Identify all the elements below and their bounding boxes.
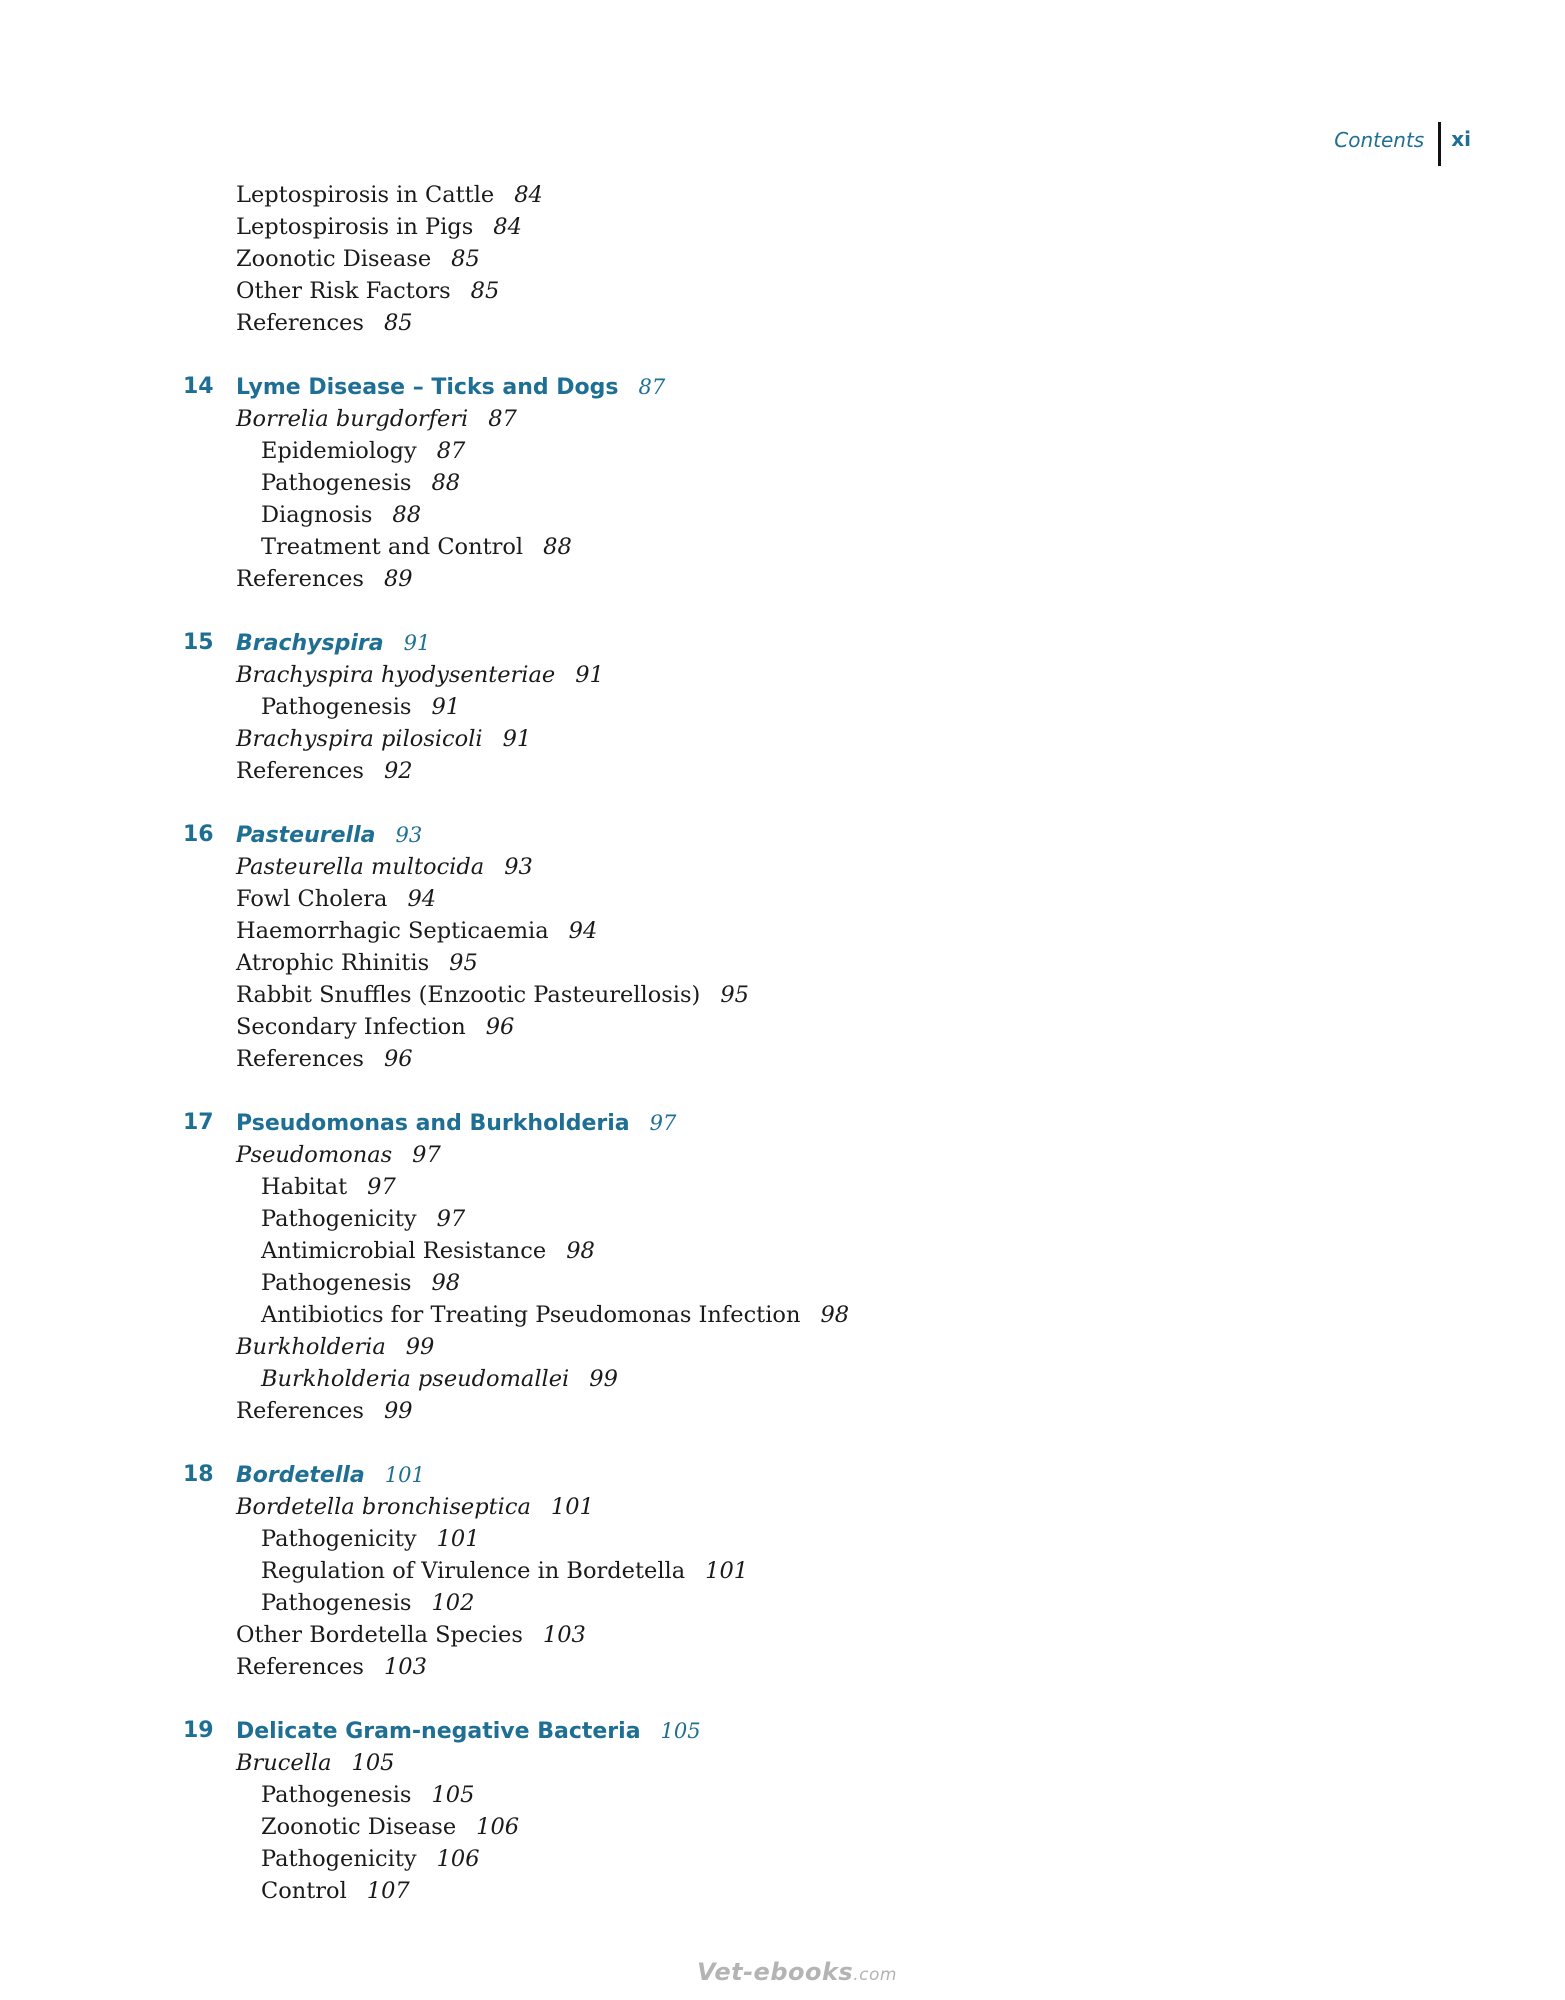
chapter-heading-16[interactable] <box>0 819 1565 851</box>
chapter-number: 16 <box>183 822 214 847</box>
toc-subentry[interactable] <box>0 1555 1565 1587</box>
toc-entry-page: 105 <box>351 1750 395 1776</box>
toc-entry-title: References <box>236 758 364 784</box>
chapter-number: 17 <box>183 1110 214 1135</box>
toc-entry-page: 91 <box>575 662 604 688</box>
toc-entry-title: Other Risk Factors <box>236 278 451 304</box>
toc-entry-page: 95 <box>449 950 478 976</box>
toc-entry-title: Antibiotics for Treating Pseudomonas Infection <box>261 1302 801 1328</box>
toc-entry-title: References <box>236 310 364 336</box>
toc-entry-page: 101 <box>705 1558 749 1584</box>
table-of-contents <box>0 179 1565 1907</box>
toc-entry-title: Pseudomonas <box>236 1142 393 1168</box>
toc-entry-page: 96 <box>485 1014 515 1040</box>
toc-entry-title: Haemorrhagic Septicaemia <box>236 918 549 944</box>
toc-entry-page: 85 <box>470 278 500 304</box>
toc-entry-page: 84 <box>493 214 522 240</box>
toc-entry-title: Pathogenesis <box>261 1590 412 1616</box>
toc-entry-title: Regulation of Virulence in Bordetella <box>261 1558 686 1584</box>
toc-entry-page: 97 <box>412 1142 441 1168</box>
toc-entry-title: Fowl Cholera <box>236 886 388 912</box>
toc-entry-title: Atrophic Rhinitis <box>236 950 430 976</box>
toc-subentry[interactable] <box>0 1875 1565 1907</box>
page-number: xi <box>1451 127 1471 151</box>
toc-entry[interactable] <box>0 179 1565 211</box>
chapter-heading-18[interactable] <box>0 1459 1565 1491</box>
toc-entry-title: References <box>236 566 364 592</box>
toc-entry-page: 107 <box>366 1878 410 1904</box>
toc-entry-title: Secondary Infection <box>236 1014 466 1040</box>
toc-entry-title: Antimicrobial Resistance <box>261 1238 547 1264</box>
toc-entry-page: 103 <box>542 1622 586 1648</box>
toc-subentry[interactable] <box>0 531 1565 563</box>
chapter-heading-17[interactable] <box>0 1107 1565 1139</box>
toc-subentry[interactable] <box>0 1363 1565 1395</box>
toc-entry-title: Zoonotic Disease <box>236 246 432 272</box>
toc-subentry[interactable] <box>0 499 1565 531</box>
toc-entry[interactable] <box>0 883 1565 915</box>
toc-entry[interactable] <box>0 851 1565 883</box>
toc-entry-title: Diagnosis <box>261 502 373 528</box>
chapter-number: 18 <box>183 1462 214 1487</box>
toc-entry-page: 89 <box>383 566 413 592</box>
toc-entry-title: Pathogenesis <box>261 470 412 496</box>
watermark-logo <box>697 1958 897 1986</box>
toc-subentry[interactable] <box>0 691 1565 723</box>
toc-entry-title: Treatment and Control <box>261 534 524 560</box>
toc-entry-page: 94 <box>568 918 598 944</box>
toc-entry-page: 102 <box>431 1590 475 1616</box>
toc-entry[interactable] <box>0 563 1565 595</box>
toc-entry[interactable] <box>0 1331 1565 1363</box>
toc-entry[interactable] <box>0 755 1565 787</box>
toc-entry-page: 88 <box>392 502 422 528</box>
toc-subentry[interactable] <box>0 1267 1565 1299</box>
toc-entry-page: 91 <box>431 694 461 720</box>
toc-entry-title: Brachyspira pilosicoli <box>236 726 483 752</box>
chapter-number: 19 <box>183 1718 214 1743</box>
chapter-title: Bordetella <box>236 1463 365 1488</box>
chapter-page: 91 <box>403 631 431 655</box>
toc-subentry[interactable] <box>0 1235 1565 1267</box>
chapter-page: 105 <box>660 1719 701 1743</box>
chapter-page: 87 <box>638 375 666 399</box>
toc-subentry[interactable] <box>0 435 1565 467</box>
toc-entry-page: 95 <box>720 982 749 1008</box>
watermark-text: Vet-ebooks <box>697 1958 854 1986</box>
toc-entry[interactable] <box>0 1395 1565 1427</box>
toc-entry-title: Pathogenesis <box>261 1782 412 1808</box>
toc-entry-page: 85 <box>451 246 480 272</box>
toc-entry-page: 99 <box>383 1398 413 1424</box>
toc-entry-page: 85 <box>383 310 413 336</box>
toc-entry[interactable] <box>0 1139 1565 1171</box>
toc-entry-title: Brucella <box>236 1750 332 1776</box>
toc-entry[interactable] <box>0 403 1565 435</box>
toc-entry-page: 91 <box>502 726 532 752</box>
toc-entry-page: 99 <box>405 1334 435 1360</box>
toc-entry-page: 98 <box>431 1270 461 1296</box>
chapter-heading-19[interactable] <box>0 1715 1565 1747</box>
toc-entry-title: Zoonotic Disease <box>261 1814 457 1840</box>
running-header <box>1334 122 1471 166</box>
toc-entry-page: 103 <box>383 1654 427 1680</box>
toc-entry-page: 87 <box>488 406 517 432</box>
toc-subentry[interactable] <box>0 1171 1565 1203</box>
toc-entry-title: Pasteurella multocida <box>236 854 485 880</box>
toc-entry-title: Rabbit Snuffles (Enzootic Pasteurellosis) <box>236 982 701 1008</box>
chapter-title: Pseudomonas and Burkholderia <box>236 1111 630 1136</box>
toc-entry-page: 94 <box>407 886 437 912</box>
toc-entry-title: Bordetella bronchiseptica <box>236 1494 531 1520</box>
toc-entry[interactable] <box>0 979 1565 1011</box>
toc-entry-title: Brachyspira hyodysenteriae <box>236 662 556 688</box>
toc-entry-page: 98 <box>820 1302 850 1328</box>
toc-entry-title: Control <box>261 1878 347 1904</box>
chapter-title: Lyme Disease – Ticks and Dogs <box>236 375 619 400</box>
toc-entry-page: 105 <box>431 1782 475 1808</box>
chapter-page: 93 <box>395 823 423 847</box>
toc-subentry[interactable] <box>0 1779 1565 1811</box>
chapter-page: 101 <box>384 1463 425 1487</box>
toc-entry-title: Pathogenesis <box>261 694 412 720</box>
toc-entry[interactable] <box>0 1011 1565 1043</box>
toc-entry[interactable] <box>0 915 1565 947</box>
toc-entry-page: 93 <box>504 854 533 880</box>
chapter-number: 15 <box>183 630 214 655</box>
toc-entry-page: 87 <box>436 438 466 464</box>
toc-entry-page: 88 <box>543 534 572 560</box>
toc-entry[interactable] <box>0 1619 1565 1651</box>
toc-entry-title: Other Bordetella Species <box>236 1622 523 1648</box>
toc-subentry[interactable] <box>0 1587 1565 1619</box>
toc-entry-title: References <box>236 1654 364 1680</box>
toc-entry[interactable] <box>0 1491 1565 1523</box>
toc-entry[interactable] <box>0 1747 1565 1779</box>
toc-entry[interactable] <box>0 275 1565 307</box>
header-divider <box>1438 122 1441 166</box>
toc-subentry[interactable] <box>0 467 1565 499</box>
toc-entry[interactable] <box>0 307 1565 339</box>
toc-subentry[interactable] <box>0 1811 1565 1843</box>
toc-entry-page: 97 <box>436 1206 466 1232</box>
toc-entry-page: 96 <box>383 1046 413 1072</box>
toc-entry-page: 97 <box>367 1174 396 1200</box>
toc-entry-title: Leptospirosis in Cattle <box>236 182 495 208</box>
toc-entry-page: 101 <box>550 1494 594 1520</box>
toc-entry[interactable] <box>0 659 1565 691</box>
toc-entry-page: 92 <box>383 758 413 784</box>
toc-entry-title: References <box>236 1398 364 1424</box>
toc-entry-title: Epidemiology <box>261 438 417 464</box>
chapter-title: Pasteurella <box>236 823 376 848</box>
toc-entry[interactable] <box>0 243 1565 275</box>
toc-subentry[interactable] <box>0 1203 1565 1235</box>
toc-entry-title: Burkholderia pseudomallei <box>261 1366 570 1392</box>
toc-entry-title: Habitat <box>261 1174 348 1200</box>
toc-subentry[interactable] <box>0 1299 1565 1331</box>
chapter-heading-14[interactable] <box>0 371 1565 403</box>
toc-entry-page: 106 <box>476 1814 520 1840</box>
toc-entry-page: 98 <box>566 1238 595 1264</box>
toc-entry-page: 99 <box>589 1366 618 1392</box>
watermark-suffix: .com <box>853 1965 897 1985</box>
running-header-title: Contents <box>1334 128 1425 152</box>
toc-entry[interactable] <box>0 211 1565 243</box>
toc-entry-title: Borrelia burgdorferi <box>236 406 469 432</box>
toc-entry[interactable] <box>0 947 1565 979</box>
toc-entry-title: References <box>236 1046 364 1072</box>
toc-entry-title: Pathogenicity <box>261 1206 417 1232</box>
toc-subentry[interactable] <box>0 1523 1565 1555</box>
chapter-heading-15[interactable] <box>0 627 1565 659</box>
toc-entry-title: Pathogenicity <box>261 1846 417 1872</box>
chapter-title: Brachyspira <box>236 631 384 656</box>
toc-entry-title: Pathogenicity <box>261 1526 417 1552</box>
toc-entry-page: 84 <box>514 182 543 208</box>
toc-entry-title: Burkholderia <box>236 1334 386 1360</box>
toc-subentry[interactable] <box>0 1843 1565 1875</box>
chapter-title: Delicate Gram-negative Bacteria <box>236 1719 641 1744</box>
chapter-number: 14 <box>183 374 214 399</box>
toc-entry-page: 88 <box>431 470 461 496</box>
toc-entry[interactable] <box>0 1043 1565 1075</box>
toc-entry[interactable] <box>0 723 1565 755</box>
toc-entry-page: 106 <box>436 1846 480 1872</box>
toc-entry-title: Pathogenesis <box>261 1270 412 1296</box>
toc-entry-title: Leptospirosis in Pigs <box>236 214 474 240</box>
toc-entry[interactable] <box>0 1651 1565 1683</box>
chapter-page: 97 <box>649 1111 677 1135</box>
toc-entry-page: 101 <box>436 1526 480 1552</box>
